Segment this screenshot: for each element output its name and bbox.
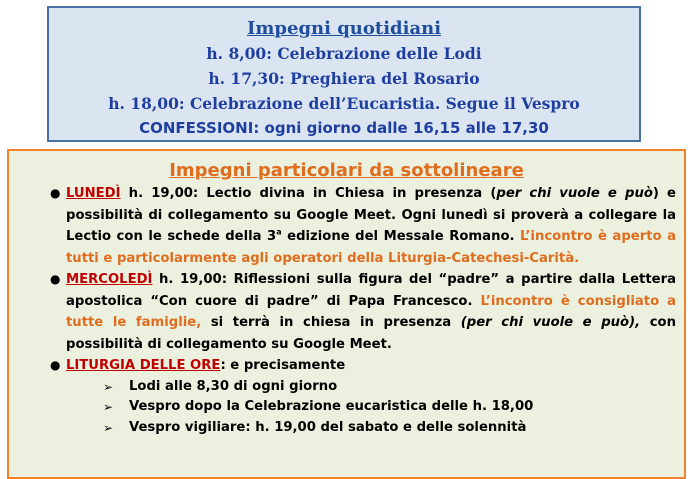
- sub-item: ➢ Vespro vigiliare: h. 19,00 del sabato e delle solennità: [66, 418, 676, 439]
- daily-rosario: h. 17,30: Preghiera del Rosario: [208, 69, 480, 88]
- bullet-icon: ●: [50, 272, 61, 286]
- daily-lodi: h. 8,00: Celebrazione delle Lodi: [206, 44, 482, 63]
- daily-eucaristia: h. 18,00: Celebrazione dell’Eucaristia. Segue il Vespro: [108, 94, 580, 113]
- daily-title: Impegni quotidiani: [246, 18, 442, 39]
- event-monday: ● LUNEDÌ h. 19,00: Lectio divina in Chiesa in presenza (per chi vuole e può) e possibilità di collegamento su Google Meet. Ogni lunedì si proverà a collegare la Lectio con le schede della 3$^a$ edizione del Messale Romano. L’incontro è aperto a tutti e particolarmente agli operatori della Liturgia-Catechesi-Carità.: [9, 183, 676, 269]
- events-list: [9, 183, 684, 438]
- event-liturgy-hours: ● LITURGIA DELLE ORE: e precisamente ➢ Lodi alle 8,30 di ogni giorno ➢ Vespro dopo la Celebrazione eucaristica delle h. 18,00 ➢ Vespro vigiliare: h. 19,00 del sabato e delle solennità: [9, 355, 676, 438]
- daily-confessioni: CONFESSIONI: ogni giorno dalle 16,15 alle 17,30: [139, 119, 549, 137]
- daily-schedule-box: [47, 6, 641, 142]
- hours-sublist: [66, 377, 676, 439]
- arrow-icon: ➢: [103, 420, 114, 435]
- event-wednesday: ● MERCOLEDÌ h. 19,00: Riflessioni sulla figura del “padre” a partire dalla Lettera apostolica “Con cuore di padre” di Papa Francesco. L’incontro è consigliato a tutte le famiglie, si terrà in chiesa in presenza (per chi vuole e può), con possibilità di collegamento su Google Meet.: [9, 269, 676, 355]
- sub-item: ➢ Vespro dopo la Celebrazione eucaristica delle h. 18,00: [66, 397, 676, 418]
- wednesday-note: L’incontro è consigliato a tutte le famiglie,: [66, 293, 677, 330]
- bullet-icon: ●: [50, 186, 61, 200]
- arrow-icon: ➢: [103, 400, 114, 414]
- bullet-icon: ●: [50, 358, 61, 372]
- arrow-icon: ➢: [103, 379, 114, 394]
- special-events-box: [7, 149, 686, 479]
- monday-note: L’incontro è aperto a tutti e particolarmente agli operatori della Liturgia-Catechesi-Carità.: [66, 229, 676, 266]
- day-label: LUNEDÌ: [66, 186, 121, 201]
- sub-item: ➢ Lodi alle 8,30 di ogni giorno: [66, 377, 676, 398]
- special-title: Impegni particolari da sottolineare: [169, 160, 524, 181]
- day-label: MERCOLEDÌ: [66, 272, 153, 287]
- hours-label: LITURGIA DELLE ORE: [66, 358, 221, 373]
